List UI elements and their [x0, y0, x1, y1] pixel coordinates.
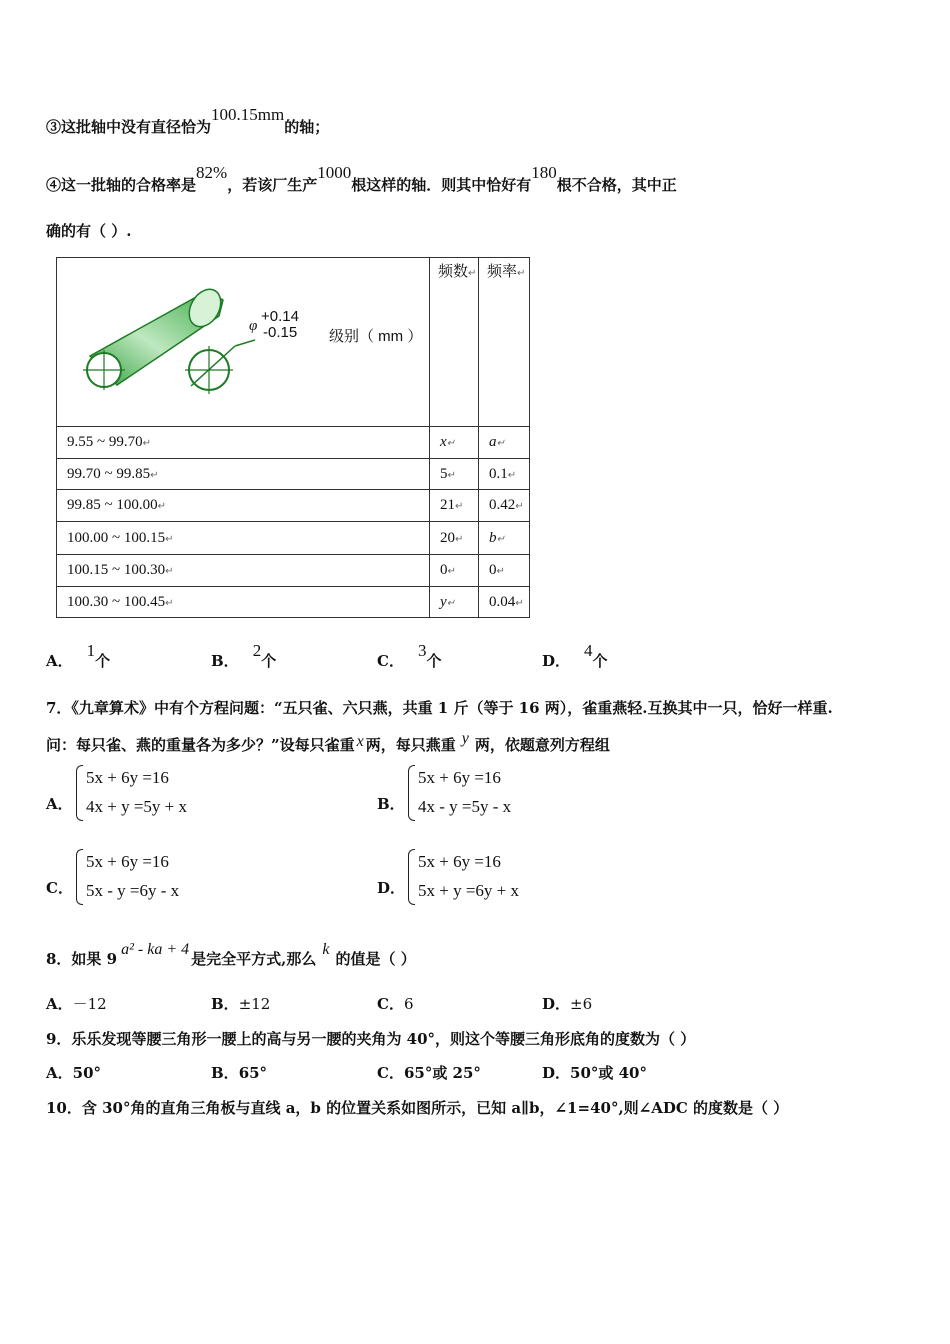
count-cell: 20↵ — [430, 522, 479, 555]
q7-option-d-system[interactable]: 5x + 6y =16 5x + y =6y + x — [418, 847, 519, 905]
count-cell: 0↵ — [430, 555, 479, 587]
q8-stem: 8．如果 9a² - ka + 4是完全平方式,那么k的值是（ ） — [46, 941, 416, 968]
table-row — [57, 522, 530, 555]
q6-option-a[interactable]: A．1个 — [46, 641, 111, 670]
q7-option-b-system[interactable]: 5x + 6y =16 4x - y =5y - x — [418, 763, 511, 821]
table-row — [57, 555, 530, 587]
count-cell: 21↵ — [430, 490, 479, 522]
rate-cell: b↵ — [479, 522, 530, 555]
range-cell: 100.15 ~ 100.30↵ — [57, 555, 430, 587]
range-cell: 9.55 ~ 99.70↵ — [57, 427, 430, 459]
count-cell: y↵ — [430, 587, 479, 618]
table-row — [57, 490, 530, 522]
rate-cell: 0.42↵ — [479, 490, 530, 522]
q7-option-d-label[interactable]: D． — [377, 879, 406, 897]
count-cell: 5↵ — [430, 459, 479, 490]
range-cell: 100.00 ~ 100.15↵ — [57, 522, 430, 555]
rate-header: 频率↵ — [479, 258, 530, 427]
table-row — [57, 459, 530, 490]
tolerance-plus: +0.14 — [261, 308, 299, 325]
phi-symbol: φ — [249, 318, 258, 334]
range-cell: 99.70 ~ 99.85↵ — [57, 459, 430, 490]
q8-option-a[interactable]: A．－12 — [46, 995, 107, 1013]
table-row — [57, 427, 530, 459]
q6-option-d[interactable]: D．4个 — [542, 641, 608, 670]
q7-stem-line2: 问：每只雀、燕的重量各为多少？”设每只雀重 x 两，每只燕重 y 两，依题意列方程组 — [46, 730, 610, 754]
q7-stem-line1: 7．《九章算术》中有个方程问题：“五只雀、六只燕，共重 1 斤（等于 16 两），雀重燕轻.互换其中一只，恰好一样重. — [46, 699, 833, 717]
range-cell: 100.30 ~ 100.45↵ — [57, 587, 430, 618]
group-header: 级别（ mm ） — [329, 328, 423, 345]
q7-option-a-label[interactable]: A． — [46, 795, 73, 813]
q7-option-c-label[interactable]: C． — [46, 879, 73, 897]
q6-item-4: ④这一批轴的合格率是82%，若该厂生产1000根这样的轴．则其中恰好有180根不合格，其中正 — [46, 163, 677, 194]
q9-option-c[interactable]: C．65°或 25° — [377, 1064, 481, 1082]
freq-header: 频数↵ — [430, 258, 479, 427]
rate-cell: a↵ — [479, 427, 530, 459]
q7-option-c-system[interactable]: 5x + 6y =16 5x - y =6y - x — [86, 847, 179, 905]
brace-icon — [408, 849, 415, 905]
brace-icon — [408, 765, 415, 821]
q8-option-b[interactable]: B．±12 — [211, 995, 271, 1013]
frequency-table — [56, 257, 530, 618]
q6-option-b[interactable]: B．2个 — [211, 641, 277, 670]
q9-option-b[interactable]: B．65° — [211, 1064, 268, 1082]
table-header-group — [57, 258, 430, 427]
tolerance-minus: -0.15 — [263, 324, 298, 341]
count-cell: x↵ — [430, 427, 479, 459]
q8-option-d[interactable]: D．±6 — [542, 995, 593, 1013]
q8-option-c[interactable]: C．6 — [377, 995, 414, 1013]
q6-item-3: ③这批轴中没有直径恰为100.15mm的轴； — [46, 105, 330, 136]
q6-item-4-cont: 确的有（ ）. — [46, 222, 132, 240]
brace-icon — [76, 849, 83, 905]
q6-option-c[interactable]: C．3个 — [377, 641, 442, 670]
rate-cell: 0.1↵ — [479, 459, 530, 490]
q7-option-b-label[interactable]: B． — [377, 795, 405, 813]
q9-option-a[interactable]: A．50° — [46, 1064, 102, 1082]
q7-option-a-system[interactable]: 5x + 6y =16 4x + y =5y + x — [86, 763, 187, 821]
range-cell: 99.85 ~ 100.00↵ — [57, 490, 430, 522]
brace-icon — [76, 765, 83, 821]
q9-stem: 9．乐乐发现等腰三角形一腰上的高与另一腰的夹角为 40°，则这个等腰三角形底角的度数为（ ） — [46, 1030, 696, 1048]
rate-cell: 0.04↵ — [479, 587, 530, 618]
q9-option-d[interactable]: D．50°或 40° — [542, 1064, 647, 1082]
q10-stem: 10．含 30°角的直角三角板与直线 a，b 的位置关系如图所示，已知 a∥b，∠1=40°,则∠ADC 的度数是（ ） — [46, 1099, 789, 1117]
rate-cell: 0↵ — [479, 555, 530, 587]
table-row — [57, 587, 530, 618]
